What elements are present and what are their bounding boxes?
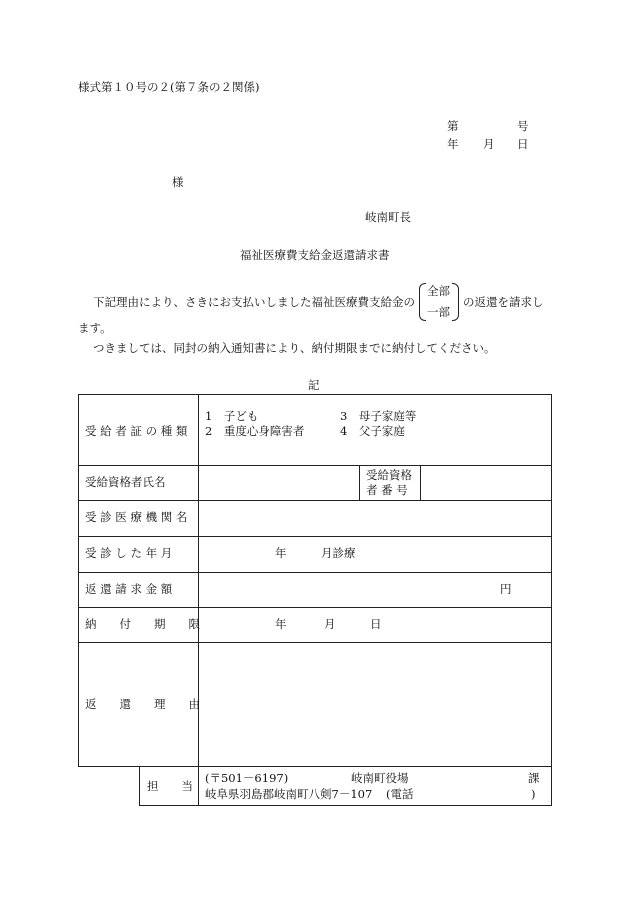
contact-office: 岐南町役場 <box>351 771 409 785</box>
contact-phone: (電話 <box>386 787 414 801</box>
body-line1: 下記理由により、さきにお支払いしました福祉医療費支給金の <box>93 295 415 309</box>
body-line1-end: の返還を請求し <box>463 295 544 309</box>
choice-part: 一部 <box>427 305 450 319</box>
ki-heading: 記 <box>308 378 320 392</box>
type-label: 受 給 者 証 の 種 類 <box>85 424 188 438</box>
contact-section: 課 <box>528 771 540 785</box>
institution-label: 受 診 医 療 機 関 名 <box>85 510 188 524</box>
type-option-child: 1 子ども <box>205 409 259 423</box>
contact-postal: (〒501－6197) <box>205 771 289 785</box>
reason-field[interactable] <box>198 643 550 766</box>
amount-unit: 円 <box>500 582 512 596</box>
contact-phone-close: ) <box>531 787 536 801</box>
institution-field[interactable] <box>198 501 550 535</box>
recipient-name-field[interactable] <box>198 466 358 499</box>
contact-label: 担 当 <box>147 779 193 793</box>
deadline-month-unit: 月 <box>324 617 336 631</box>
addressee-suffix: 様 <box>172 175 184 189</box>
type-option-single-father: 4 父子家庭 <box>340 424 405 438</box>
request-table <box>78 394 552 767</box>
body-line1-continued: ます。 <box>78 321 112 335</box>
date-month: 月 <box>483 137 495 151</box>
date-day: 日 <box>517 137 529 151</box>
recipient-number-field[interactable] <box>420 466 550 499</box>
type-option-single-mother: 3 母子家庭等 <box>340 409 417 423</box>
visit-month-unit: 月診療 <box>321 546 356 560</box>
document-title: 福祉医療費支給金返還請求書 <box>240 248 390 262</box>
recipient-number-label-2: 者 番 号 <box>366 483 408 497</box>
reason-label: 返 還 理 由 <box>85 697 200 711</box>
body-line2: つきましては、同封の納入通知書により、納付期限までに納付してください。 <box>93 341 496 355</box>
recipient-number-label-1: 受給資格 <box>366 468 412 482</box>
visit-label: 受 診 し た 年 月 <box>85 546 173 560</box>
form-number: 様式第１０号の２(第７条の２関係) <box>78 80 260 94</box>
document-number-prefix: 第 <box>447 119 459 133</box>
document-number-suffix: 号 <box>517 119 529 133</box>
recipient-name-label: 受給資格者氏名 <box>85 475 166 489</box>
choice-all: 全部 <box>427 284 450 298</box>
deadline-year-unit: 年 <box>275 617 287 631</box>
type-option-disabled: 2 重度心身障害者 <box>205 424 305 438</box>
deadline-day-unit: 日 <box>370 617 382 631</box>
issuer: 岐南町長 <box>365 210 411 224</box>
visit-year-unit: 年 <box>275 546 287 560</box>
amount-label: 返 還 請 求 金 額 <box>85 582 173 596</box>
contact-address: 岐阜県羽島郡岐南町八剣7－107 <box>205 787 373 801</box>
contact-box <box>139 766 552 806</box>
deadline-label: 納 付 期 限 <box>85 617 200 631</box>
date-year: 年 <box>447 137 459 151</box>
